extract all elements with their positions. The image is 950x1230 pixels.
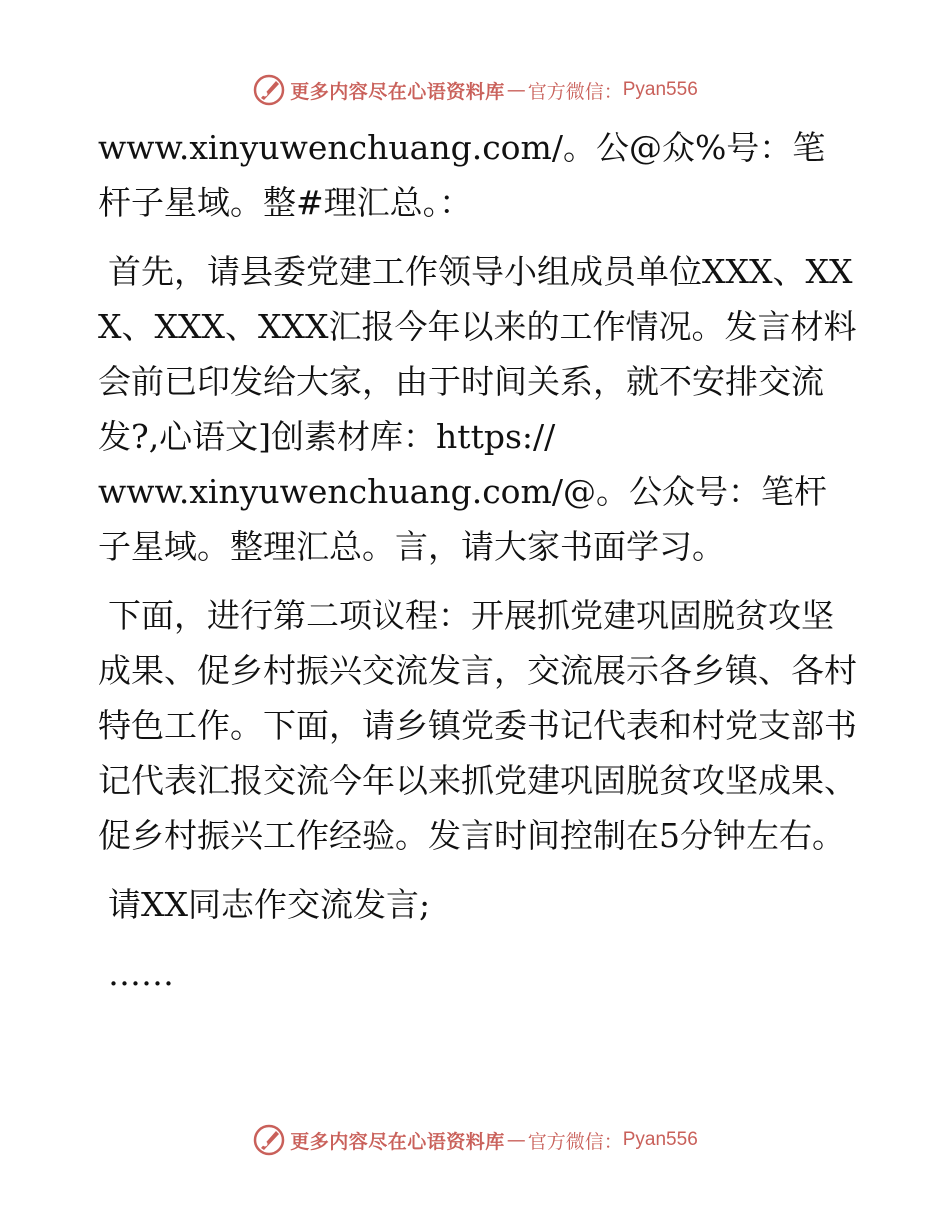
document-body — [98, 120, 858, 1015]
banner-separator: — — [506, 79, 526, 101]
banner-wechat-label: 官方微信： — [527, 1130, 623, 1153]
banner-wechat-id: Pyan556 — [622, 79, 698, 100]
paragraph-4: 请XX同志作交流发言; — [108, 885, 431, 924]
footer-banner — [0, 1120, 950, 1160]
banner-wechat-id: Pyan556 — [622, 1129, 698, 1150]
paragraph-2: 首先，请县委党建工作领导小组成员单位XXX、XXX、XXX、XXX汇报今年以来的工作情况。发言材料会前已印发给大家，由于时间关系，就不安排交流发?,心语文]创素材库：https:// www.xinyuwenchuang.com/@。公众号：笔杆子星域。整理汇总。言，请大家书面学习。 — [98, 252, 857, 566]
paragraph-1: www.xinyuwenchuang.com/。公@众%号：笔杆子星域。整#理汇总。： — [98, 128, 826, 222]
quill-logo-icon — [252, 1123, 286, 1157]
header-banner — [0, 70, 950, 110]
paragraph-5: …… — [108, 954, 174, 993]
banner-wechat-label: 官方微信： — [527, 80, 623, 103]
banner-site-text: 更多内容尽在心语资料库 — [290, 1130, 505, 1153]
quill-logo-icon — [252, 73, 286, 107]
paragraph-3: 下面，进行第二项议程：开展抓党建巩固脱贫攻坚成果、促乡村振兴交流发言，交流展示各乡镇、各村特色工作。下面，请乡镇党委书记代表和村党支部书记代表汇报交流今年以来抓党建巩固脱贫攻坚成果、促乡村振兴工作经验。发言时间控制在5分钟左右。 — [98, 596, 857, 855]
banner-site-text: 更多内容尽在心语资料库 — [290, 80, 505, 103]
banner-separator: — — [506, 1129, 526, 1151]
